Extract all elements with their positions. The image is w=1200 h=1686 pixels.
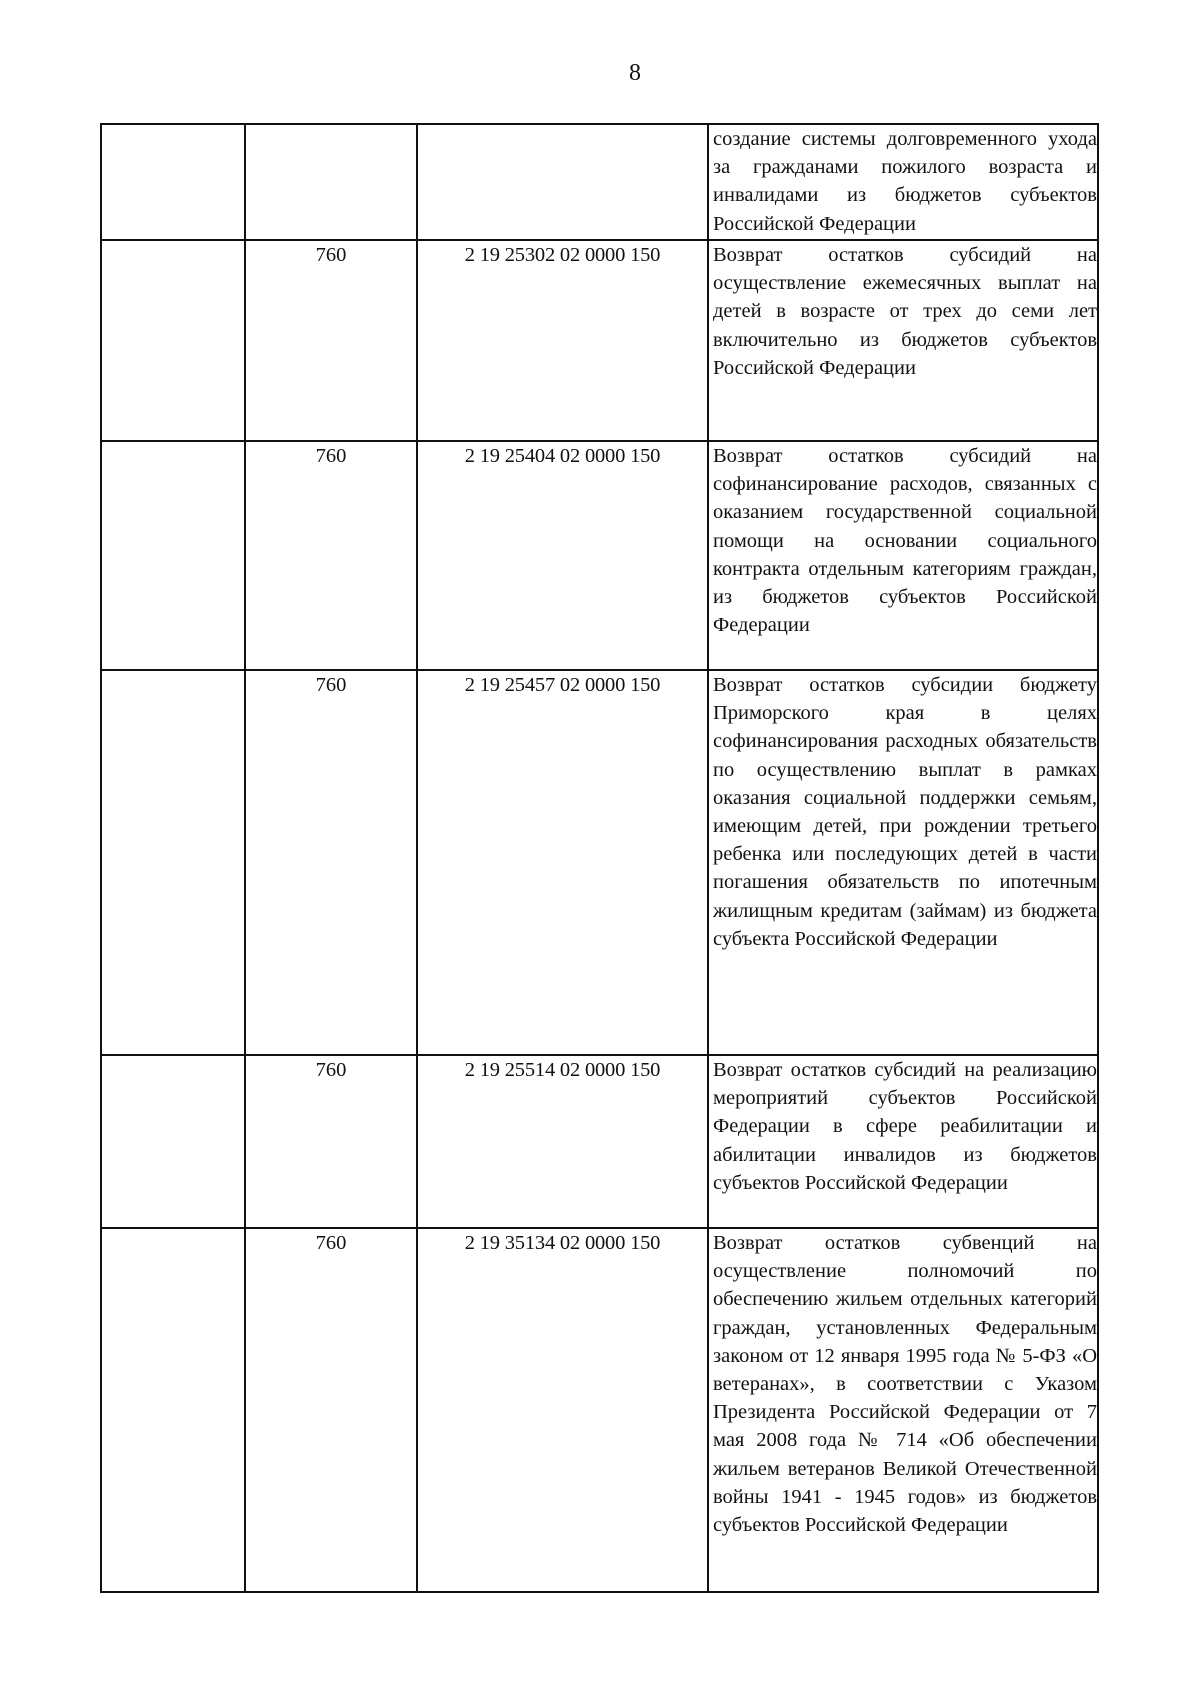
description-text: создание системы долговременного ухода за гражданами пожилого возраста и инвалидами из бюджетов субъектов Российской Федерации <box>713 128 1097 235</box>
table-cell-blank <box>101 1055 245 1228</box>
budget-code-cell: 2 19 25457 02 0000 150 <box>417 670 708 1055</box>
description-text: Возврат остатков субвенций на осуществление полномочий по обеспечению жильем отдельных категорий граждан, установленных Федеральным законом от 12 января 1995 года № 5-ФЗ «О ветеранах», в соответствии с Указом Президента Российской Федерации от 7 мая 2008 года № 714 «Об обеспечении жильем ветеранов Великой Отечественной войны 1941 - 1945 годов» из бюджетов субъектов Российской Федерации <box>713 1232 1097 1537</box>
description-cell <box>708 1055 1098 1228</box>
budget-code-cell: 2 19 35134 02 0000 150 <box>417 1228 708 1592</box>
budget-codes-table <box>100 123 1099 1593</box>
admin-code-cell: 760 <box>245 1228 417 1592</box>
admin-code-cell <box>245 124 417 240</box>
description-cell <box>708 670 1098 1055</box>
admin-code-cell: 760 <box>245 240 417 441</box>
table-cell-blank <box>101 441 245 670</box>
description-text: Возврат остатков субсидий на реализацию мероприятий субъектов Российской Федерации в сфере реабилитации и абилитации инвалидов из бюджетов субъектов Российской Федерации <box>713 1059 1097 1194</box>
description-cell <box>708 240 1098 441</box>
description-cell <box>708 1228 1098 1592</box>
description-text: Возврат остатков субсидий на софинансирование расходов, связанных с оказанием государственной социальной помощи на основании социального контракта отдельным категориям граждан, из бюджетов субъектов Российской Федерации <box>713 445 1097 637</box>
table-row <box>101 441 1098 670</box>
table-cell-blank <box>101 240 245 441</box>
budget-code-cell: 2 19 25302 02 0000 150 <box>417 240 708 441</box>
description-cell <box>708 124 1098 240</box>
description-cell <box>708 441 1098 670</box>
admin-code-cell: 760 <box>245 670 417 1055</box>
admin-code-cell: 760 <box>245 1055 417 1228</box>
description-text: Возврат остатков субсидий на осуществление ежемесячных выплат на детей в возрасте от трех до семи лет включительно из бюджетов субъектов Российской Федерации <box>713 244 1097 379</box>
table-row <box>101 240 1098 441</box>
budget-code-cell <box>417 124 708 240</box>
table-cell-blank <box>101 124 245 240</box>
table-row <box>101 1055 1098 1228</box>
table-row <box>101 124 1098 240</box>
table-cell-blank <box>101 1228 245 1592</box>
table-cell-blank <box>101 670 245 1055</box>
admin-code-cell: 760 <box>245 441 417 670</box>
table-row <box>101 670 1098 1055</box>
budget-code-cell: 2 19 25514 02 0000 150 <box>417 1055 708 1228</box>
table-row <box>101 1228 1098 1592</box>
page-number: 8 <box>629 60 641 86</box>
budget-code-cell: 2 19 25404 02 0000 150 <box>417 441 708 670</box>
description-text: Возврат остатков субсидии бюджету Приморского края в целях софинансирования расходных обязательств по осуществлению выплат в рамках оказания социальной поддержки семьям, имеющим детей, при рождении третьего ребенка или последующих детей в части погашения обязательств по ипотечным жилищным кредитам (займам) из бюджета субъекта Российской Федерации <box>713 674 1097 950</box>
